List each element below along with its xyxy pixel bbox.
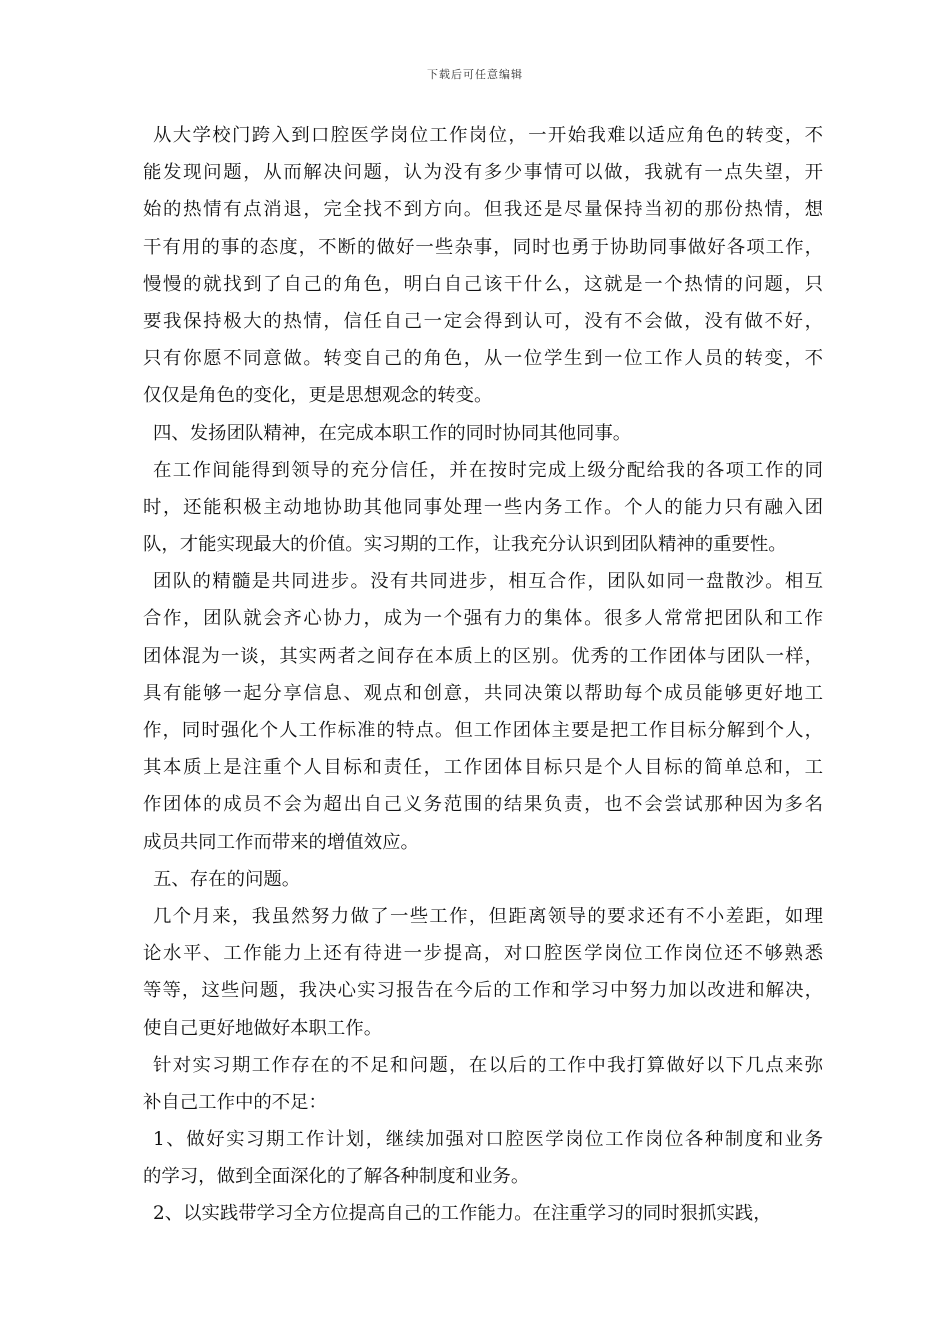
text-line: 2、以实践带学习全方位提高自己的工作能力。在注重学习的同时狠抓实践， (153, 1203, 772, 1225)
text-line: 要我保持极大的热情，信任自己一定会得到认可，没有不会做，没有做不好， (143, 310, 823, 332)
text-line: 补自己工作中的不足： (143, 1091, 327, 1113)
text-line: 作团体的成员不会为超出自己义务范围的结果负责，也不会尝试那种因为多名 (143, 794, 823, 816)
body-text (143, 117, 823, 1233)
page-header: 下载后可任意编辑 (427, 68, 523, 81)
text-line: 作，同时强化个人工作标准的特点。但工作团体主要是把工作目标分解到个人， (143, 720, 823, 741)
text-line: 论水平、工作能力上还有待进一步提高，对口腔医学岗位工作岗位还不够熟悉 (143, 943, 823, 965)
text-line: 几个月来，我虽然努力做了一些工作，但距离领导的要求还有不小差距，如理 (153, 905, 823, 927)
text-line: 五、存在的问题。 (153, 868, 301, 890)
text-line: 在工作间能得到领导的充分信任，并在按时完成上级分配给我的各项工作的同 (153, 459, 823, 481)
text-line: 四、发扬团队精神，在完成本职工作的同时协同其他同事。 (153, 422, 632, 444)
text-line: 干有用的事的态度，不断的做好一些杂事，同时也勇于协助同事做好各项工作， (143, 236, 823, 258)
text-line: 合作，团队就会齐心协力，成为一个强有力的集体。很多人常常把团队和工作 (143, 608, 823, 630)
text-line: 仅仅是角色的变化，更是思想观念的转变。 (143, 385, 493, 407)
text-line: 使自己更好地做好本职工作。 (143, 1017, 383, 1039)
text-line: 队，才能实现最大的价值。实习期的工作，让我充分认识到团队精神的重要性。 (143, 534, 787, 556)
text-line: 时，还能积极主动地协助其他同事处理一些内务工作。个人的能力只有融入团 (143, 496, 823, 518)
text-line: 团队的精髓是共同进步。没有共同进步，相互合作，团队如同一盘散沙。相互 (153, 571, 823, 593)
text-line: 慢慢的就找到了自己的角色，明白自己该干什么，这就是一个热情的问题，只 (143, 273, 823, 295)
text-line: 具有能够一起分享信息、观点和创意，共同决策以帮助每个成员能够更好地工 (143, 682, 823, 704)
text-line: 能发现问题，从而解决问题，认为没有多少事情可以做，我就有一点失望，开 (143, 162, 823, 184)
text-line: 其本质上是注重个人目标和责任，工作团体目标只是个人目标的简单总和，工 (143, 757, 823, 779)
text-line: 针对实习期工作存在的不足和问题，在以后的工作中我打算做好以下几点来弥 (153, 1054, 823, 1076)
text-line: 始的热情有点消退，完全找不到方向。但我还是尽量保持当初的那份热情，想 (143, 199, 823, 221)
text-line: 1、做好实习期工作计划，继续加强对口腔医学岗位工作岗位各种制度和业务 (153, 1129, 823, 1151)
text-line: 团体混为一谈，其实两者之间存在本质上的区别。优秀的工作团体与团队一样， (143, 645, 823, 667)
text-line: 只有你愿不同意做。转变自己的角色，从一位学生到一位工作人员的转变，不 (143, 348, 823, 370)
text-line: 等等，这些问题，我决心实习报告在今后的工作和学习中努力加以改进和解决， (143, 980, 823, 1002)
text-line: 成员共同工作而带来的增值效应。 (143, 831, 419, 853)
text-line: 的学习，做到全面深化的了解各种制度和业务。 (143, 1166, 530, 1188)
text-line: 从大学校门跨入到口腔医学岗位工作岗位，一开始我难以适应角色的转变，不 (153, 125, 823, 146)
